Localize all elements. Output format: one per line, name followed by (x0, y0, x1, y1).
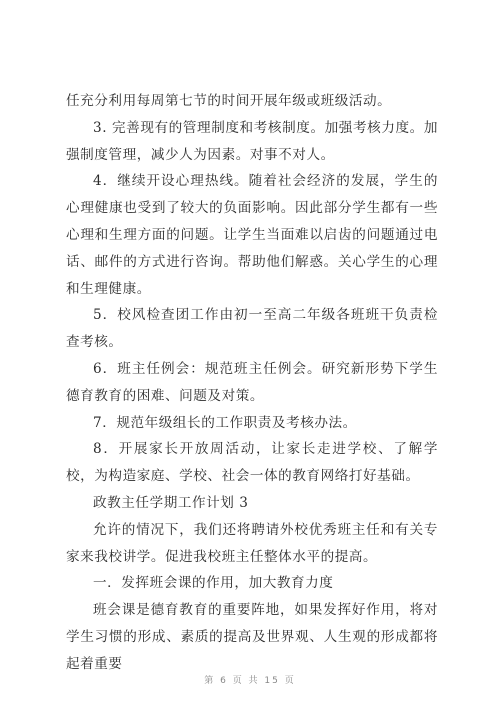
paragraph-activity-time: 任充分利用每周第七节的时间开展年级或班级活动。 (66, 93, 392, 109)
paragraph-item-8: 8．开展家长开放周活动，让家长走进学校、了解学校，为构造家庭、学校、社会一体的教育网络打好基础。 (66, 441, 438, 485)
page-number-footer: 第 6 页 共 15 页 (204, 676, 296, 686)
paragraph-class-meeting: 班会课是德育教育的重要阵地，如果发挥好作用，将对学生习惯的形成、素质的提高及世界观、人生观的形成都将起着重要 (66, 602, 438, 672)
paragraph-item-5: 5．校风检查团工作由初一至高二年级各班班干负责检查考核。 (66, 307, 438, 351)
paragraph-item-7: 7．规范年级组长的工作职责及考核办法。 (93, 414, 357, 431)
paragraph-item-6: 6．班主任例会：规范班主任例会。研究新形势下学生德育教育的困难、问题及对策。 (66, 360, 438, 404)
subheading-class-meeting: 一．发挥班会课的作用，加大教育力度 (93, 575, 334, 592)
paragraph-item-4: 4．继续开设心理热线。随着社会经济的发展，学生的心理健康也受到了较大的负面影响。因此部分学生都有一些心理和生理方面的问题。让学生当面难以启齿的问题通过电话、邮件的方式进行咨询。帮助他们解惑。关心学生的心理和生理健康。 (66, 173, 438, 297)
paragraph-invite-experts: 允许的情况下，我们还将聘请外校优秀班主任和有关专家来我校讲学。促进我校班主任整体水平的提高。 (66, 521, 438, 565)
paragraph-item-3: 3. 完善现有的管理制度和考核制度。加强考核力度。加强制度管理，减少人为因素。对事不对人。 (66, 119, 438, 163)
section-heading: 政教主任学期工作计划 3 (93, 494, 249, 511)
document-body (66, 88, 438, 678)
